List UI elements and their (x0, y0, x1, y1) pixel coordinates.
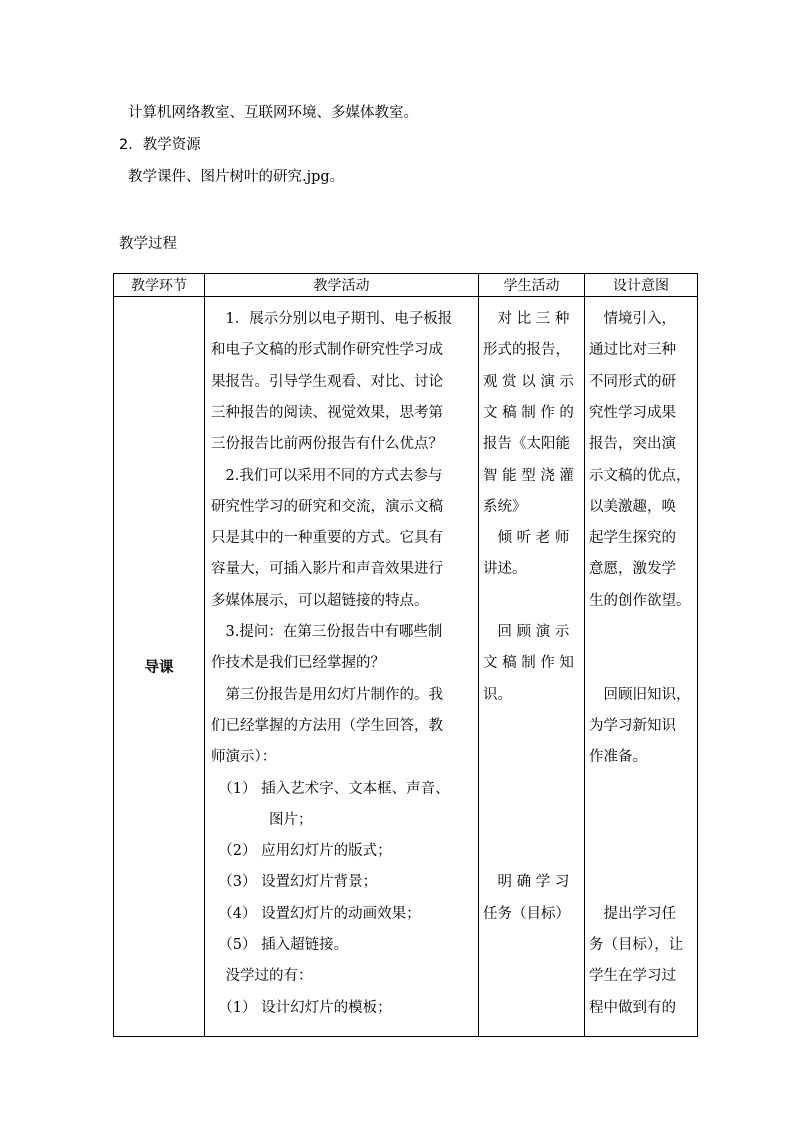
activity-line: 只是其中的一种重要的方式。它具有 (211, 530, 443, 547)
student-activity-line: 文 稿 制 作 的 (483, 404, 574, 421)
student-activity-line: 智 能 型 浇 灌 (483, 467, 574, 484)
design-intent-line: 通过比对三种 (589, 342, 676, 359)
student-activity-line: 对 比 三 种 (483, 311, 570, 327)
activity-line: 果报告。引导学生观看、对比、讨论 (211, 373, 443, 390)
design-intent-line: 情境引入， (589, 311, 676, 327)
design-intent-line: 程中做到有的 (589, 999, 676, 1016)
student-activity-line: 讲述。 (483, 561, 527, 578)
design-intent-line: 报告，突出演 (589, 436, 676, 453)
design-intent-line: 以美激趣，唤 (589, 498, 676, 515)
header-student: 学生活动 (479, 274, 585, 297)
design-intent-line: 不同形式的研 (589, 373, 676, 390)
section-title: 教学过程 (119, 236, 177, 252)
student-activity-line: 文 稿 制 作 知 (483, 655, 574, 672)
activity-line: 作技术是我们已经掌握的？ (211, 655, 385, 672)
activity-line: 三种报告的阅读、视觉效果，思考第 (211, 404, 443, 421)
student-activity-line: 倾 听 老 师 (483, 530, 570, 547)
design-cell (585, 297, 698, 1037)
design-intent-line: 意愿，激发学 (589, 561, 676, 578)
activity-line: 多媒体展示，可以超链接的特点。 (211, 592, 429, 609)
design-intent-line: 起学生探究的 (589, 530, 676, 547)
header-design: 设计意图 (585, 274, 698, 297)
design-intent-line: 提出学习任 (589, 905, 676, 922)
student-activity-line: 报告《太阳能 (483, 436, 570, 453)
stage-cell: 导课 (114, 297, 205, 1037)
activity-line: 师演示）： (211, 749, 277, 766)
header-activity: 教学活动 (205, 274, 479, 297)
activity-cell (205, 297, 479, 1037)
design-intent-line: 究性学习成果 (589, 404, 676, 421)
activity-line: （1） 插入艺术字、文本框、声音、 (211, 780, 450, 797)
student-cell (479, 297, 585, 1037)
student-activity-line: 回 顾 演 示 (483, 624, 570, 640)
design-intent-line: 为学习新知识 (589, 717, 676, 734)
design-intent-line: 回顾旧知识， (589, 686, 691, 703)
activity-line: 研究性学习的研究和交流，演示文稿 (211, 498, 443, 515)
student-activity-line: 任务（目标） (483, 905, 570, 922)
design-intent-line: 务（目标），让 (589, 937, 684, 953)
activity-line: 容量大，可插入影片和声音效果进行 (211, 561, 443, 578)
student-activity-line: 明 确 学 习 (483, 874, 570, 891)
activity-line: （5） 插入超链接。 (211, 937, 349, 953)
teaching-process-table (113, 273, 698, 1037)
activity-line: （2） 应用幻灯片的版式； (211, 843, 392, 860)
activity-line: （4） 设置幻灯片的动画效果； (211, 905, 421, 922)
table-row (114, 297, 698, 1037)
activity-line: （1） 设计幻灯片的模板； (211, 999, 392, 1016)
header-stage: 教学环节 (114, 274, 205, 297)
design-intent-line: 作准备。 (589, 749, 647, 766)
resources-heading: 2．教学资源 (119, 137, 201, 153)
activity-line: 1．展示分别以电子期刊、电子板报 (211, 311, 453, 327)
activity-line: 没学过的有： (211, 968, 313, 985)
activity-line: 3.提问：在第三份报告中有哪些制 (211, 624, 443, 640)
facility-text: 计算机网络教室、互联网环境、多媒体教室。 (128, 105, 418, 121)
design-intent-line: 学生在学习过 (589, 968, 676, 985)
design-intent-line: 生的创作欲望。 (589, 592, 691, 609)
activity-line: 们已经掌握的方法用（学生回答，教 (211, 717, 443, 734)
resources-text: 教学课件、图片树叶的研究.jpg。 (128, 169, 345, 185)
activity-line: 图片； (211, 811, 313, 828)
activity-line: 三份报告比前两份报告有什么优点？ (211, 436, 443, 453)
student-activity-line: 观 赏 以 演 示 (483, 373, 574, 390)
student-activity-line: 形式的报告， (483, 342, 570, 359)
activity-line: 和电子文稿的形式制作研究性学习成 (211, 342, 443, 359)
activity-line: 2.我们可以采用不同的方式去参与 (211, 467, 443, 484)
activity-line: （3） 设置幻灯片背景； (211, 874, 378, 891)
table-header-row (114, 274, 698, 297)
design-intent-line: 示文稿的优点， (589, 467, 691, 484)
student-activity-line: 识。 (483, 686, 512, 703)
activity-line: 第三份报告是用幻灯片制作的。我 (211, 686, 443, 703)
student-activity-line: 系统》 (483, 498, 527, 515)
